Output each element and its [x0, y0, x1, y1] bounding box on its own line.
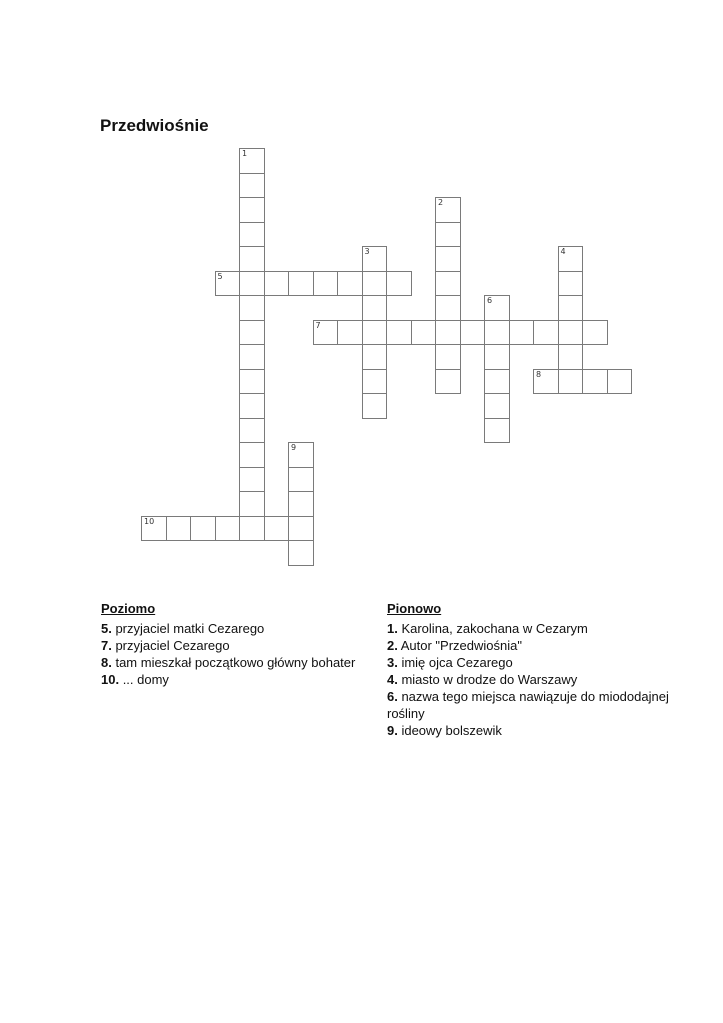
across-clue — [101, 620, 371, 637]
crossword-cell[interactable] — [264, 516, 290, 542]
across-clue — [101, 671, 371, 688]
clue-number: 6. — [387, 689, 398, 704]
clue-text: Autor "Przedwiośnia" — [397, 638, 522, 653]
clue-number: 1. — [387, 621, 398, 636]
crossword-cell[interactable] — [435, 344, 461, 370]
down-clue — [387, 722, 687, 739]
clue-text: przyjaciel Cezarego — [111, 638, 230, 653]
crossword-cell[interactable] — [239, 467, 265, 493]
crossword-cell[interactable] — [411, 320, 437, 346]
clue-number: 8. — [101, 655, 112, 670]
crossword-cell[interactable] — [558, 271, 584, 297]
across-clues — [101, 600, 371, 688]
clue-text: miasto w drodze do Warszawy — [397, 672, 578, 687]
down-clue — [387, 620, 687, 637]
crossword-cell[interactable] — [166, 516, 192, 542]
clue-text: Karolina, zakochana w Cezarym — [397, 621, 588, 636]
down-clue — [387, 654, 687, 671]
clue-text: imię ojca Cezarego — [397, 655, 513, 670]
crossword-cell[interactable] — [239, 369, 265, 395]
crossword-cell[interactable] — [435, 197, 461, 223]
crossword-cell[interactable] — [239, 173, 265, 199]
cell-number: 5 — [217, 271, 223, 281]
clue-number: 4. — [387, 672, 398, 687]
crossword-cell[interactable] — [484, 295, 510, 321]
crossword-cell[interactable] — [484, 320, 510, 346]
crossword-cell[interactable] — [533, 369, 559, 395]
cell-number: 10 — [144, 516, 155, 526]
crossword-cell[interactable] — [288, 467, 314, 493]
crossword-cell[interactable] — [239, 246, 265, 272]
crossword-cell[interactable] — [239, 491, 265, 517]
crossword-cell[interactable] — [435, 369, 461, 395]
crossword-cell[interactable] — [435, 246, 461, 272]
crossword-cell[interactable] — [484, 418, 510, 444]
down-clue — [387, 671, 687, 688]
clue-text: ... domy — [119, 672, 169, 687]
crossword-cell[interactable] — [362, 393, 388, 419]
crossword-cell[interactable] — [558, 295, 584, 321]
crossword-cell[interactable] — [509, 320, 535, 346]
crossword-cell[interactable] — [460, 320, 486, 346]
crossword-cell[interactable] — [288, 491, 314, 517]
crossword-cell[interactable] — [313, 271, 339, 297]
clue-number: 9. — [387, 723, 398, 738]
across-clue — [101, 654, 371, 671]
crossword-cell[interactable] — [484, 344, 510, 370]
across-clue — [101, 637, 371, 654]
across-heading: Poziomo — [101, 601, 156, 616]
crossword-cell[interactable] — [239, 516, 265, 542]
clue-text: tam mieszkał początkowo główny bohater — [111, 655, 356, 670]
crossword-cell[interactable] — [582, 369, 608, 395]
cell-number: 7 — [315, 320, 321, 330]
clue-number: 5. — [101, 621, 112, 636]
crossword-cell[interactable] — [288, 442, 314, 468]
crossword-cell[interactable] — [190, 516, 216, 542]
crossword-cell[interactable] — [239, 148, 265, 174]
crossword-cell[interactable] — [558, 320, 584, 346]
crossword-cell[interactable] — [362, 369, 388, 395]
clue-number: 7. — [101, 638, 112, 653]
crossword-cell[interactable] — [435, 295, 461, 321]
crossword-cell[interactable] — [435, 222, 461, 248]
crossword-cell[interactable] — [239, 271, 265, 297]
crossword-cell[interactable] — [313, 320, 339, 346]
crossword-cell[interactable] — [288, 271, 314, 297]
crossword-cell[interactable] — [239, 320, 265, 346]
clue-number: 2. — [387, 638, 398, 653]
crossword-cell[interactable] — [362, 295, 388, 321]
crossword-cell[interactable] — [558, 246, 584, 272]
crossword-cell[interactable] — [239, 418, 265, 444]
crossword-cell[interactable] — [337, 271, 363, 297]
crossword-cell[interactable] — [484, 369, 510, 395]
crossword-cell[interactable] — [239, 222, 265, 248]
down-clue — [387, 688, 687, 722]
crossword-cell[interactable] — [484, 393, 510, 419]
crossword-cell[interactable] — [558, 369, 584, 395]
cell-number: 4 — [560, 247, 566, 256]
crossword-cell[interactable] — [533, 320, 559, 346]
crossword-cell[interactable] — [288, 540, 314, 566]
cell-number: 9 — [291, 443, 297, 452]
down-clue — [387, 637, 687, 654]
crossword-cell[interactable] — [607, 369, 633, 395]
clue-text: ideowy bolszewik — [397, 723, 502, 738]
cell-number: 3 — [364, 247, 370, 256]
clue-text: nazwa tego miejsca nawiązuje do miododajnej rośliny — [387, 689, 669, 721]
crossword-cell[interactable] — [362, 271, 388, 297]
crossword-cell[interactable] — [558, 344, 584, 370]
cell-number: 1 — [242, 149, 248, 158]
cell-number: 8 — [536, 369, 542, 379]
clue-text: przyjaciel matki Cezarego — [111, 621, 265, 636]
crossword-cell[interactable] — [239, 344, 265, 370]
crossword-cell[interactable] — [362, 246, 388, 272]
crossword-cell[interactable] — [215, 516, 241, 542]
crossword-cell[interactable] — [362, 320, 388, 346]
crossword-cell[interactable] — [362, 344, 388, 370]
crossword-cell[interactable] — [337, 320, 363, 346]
down-clues — [387, 600, 687, 739]
crossword-cell[interactable] — [239, 295, 265, 321]
crossword-cell[interactable] — [386, 320, 412, 346]
crossword-cell[interactable] — [239, 442, 265, 468]
cell-number: 6 — [487, 296, 493, 305]
crossword-cell[interactable] — [141, 516, 167, 542]
crossword-cell[interactable] — [239, 393, 265, 419]
crossword-cell[interactable] — [288, 516, 314, 542]
crossword-cell[interactable] — [435, 320, 461, 346]
crossword-cell[interactable] — [435, 271, 461, 297]
clue-number: 10. — [101, 672, 120, 687]
crossword-cell[interactable] — [215, 271, 241, 297]
clue-number: 3. — [387, 655, 398, 670]
crossword-cell[interactable] — [239, 197, 265, 223]
down-heading: Pionowo — [387, 601, 442, 616]
cell-number: 2 — [438, 198, 444, 207]
crossword-cell[interactable] — [386, 271, 412, 297]
crossword-cell[interactable] — [264, 271, 290, 297]
page-title: Przedwiośnie — [100, 116, 209, 135]
crossword-cell[interactable] — [582, 320, 608, 346]
